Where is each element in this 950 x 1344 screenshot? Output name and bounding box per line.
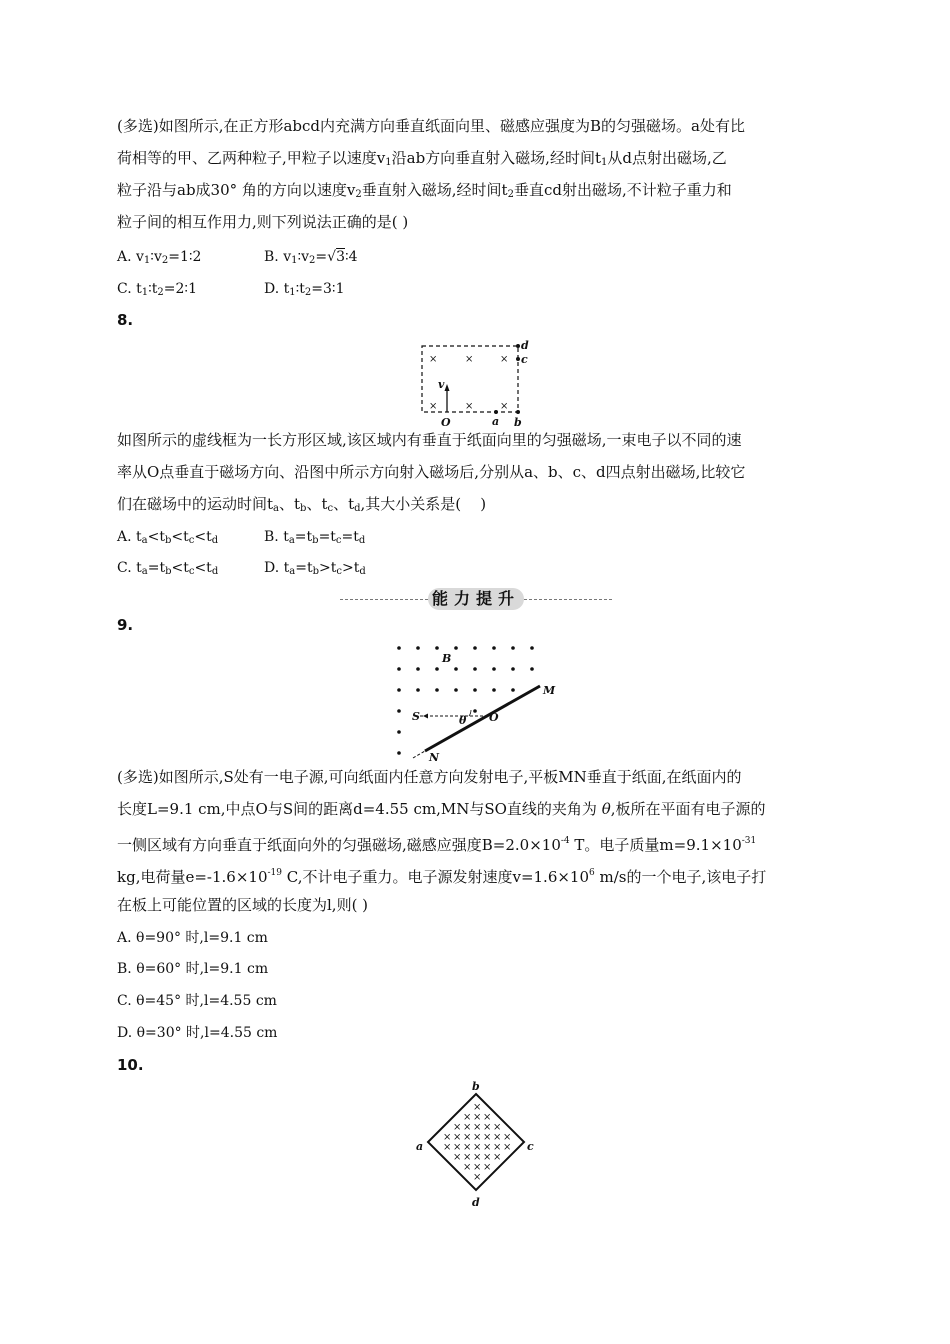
field-cross: × bbox=[443, 1132, 452, 1143]
field-cross: × bbox=[463, 1142, 472, 1153]
q8-label-c: c bbox=[521, 353, 528, 366]
field-cross: × bbox=[473, 1122, 482, 1133]
field-dot bbox=[454, 646, 458, 650]
q8-line-3: 们在磁场中的运动时间$t_a$、$t_b$、$t_c$、$t_d$,其大小关系是( ) bbox=[117, 495, 487, 514]
field-cross: × bbox=[473, 1152, 482, 1163]
svg-text:×: × bbox=[500, 354, 509, 365]
field-cross: × bbox=[463, 1112, 472, 1123]
q8-point-b bbox=[516, 410, 520, 414]
q9-label-theta: θ bbox=[459, 714, 467, 727]
q10-figure bbox=[412, 1078, 542, 1214]
q7-line-4: 粒子间的相互作用力,则下列说法正确的是( ) bbox=[117, 213, 409, 231]
field-cross: × bbox=[463, 1132, 472, 1143]
field-cross: × bbox=[463, 1152, 472, 1163]
field-cross: × bbox=[493, 1122, 502, 1133]
q8-option-c[interactable]: C. $t_a=t_b<t_c<t_d$ bbox=[117, 560, 219, 577]
q9-label-b: B bbox=[442, 652, 452, 665]
q8-label-o: O bbox=[441, 416, 451, 428]
q9-line-2: 长度L=9.1 cm,中点O与S间的距离d=4.55 cm,MN与SO直线的夹角为 θ,板所在平面有电子源的 bbox=[117, 800, 766, 818]
q9-line-5: 在板上可能位置的区域的长度为l,则( ) bbox=[117, 896, 369, 914]
q10-label-d: d bbox=[472, 1196, 480, 1209]
field-cross: × bbox=[493, 1142, 502, 1153]
field-cross: × bbox=[503, 1132, 512, 1143]
q9-option-a[interactable]: A. θ=90° 时,l=9.1 cm bbox=[117, 930, 268, 946]
q7-option-b[interactable]: B. $v_1∶v_2=√3∶4$ bbox=[264, 249, 358, 266]
q8-point-d bbox=[516, 344, 520, 348]
q9-label-o: O bbox=[489, 711, 499, 724]
field-cross: × bbox=[483, 1152, 492, 1163]
q7-line-1: (多选)如图所示,在正方形abcd内充满方向垂直纸面向里、磁感应强度为B的匀强磁场。a处有比 bbox=[117, 117, 745, 135]
q9-label-s: S bbox=[412, 710, 420, 723]
field-dot bbox=[473, 667, 477, 671]
field-cross: × bbox=[443, 1142, 452, 1153]
q9-plate-mn bbox=[425, 686, 540, 751]
field-dot bbox=[397, 751, 401, 755]
field-cross: × bbox=[493, 1152, 502, 1163]
q9-label-n: N bbox=[429, 751, 440, 764]
banner-label: 能力提升 bbox=[428, 588, 524, 610]
q10-label-b: b bbox=[472, 1080, 480, 1093]
field-cross: × bbox=[453, 1142, 462, 1153]
field-dot bbox=[397, 688, 401, 692]
field-cross: × bbox=[483, 1112, 492, 1123]
q10-label-c: c bbox=[527, 1140, 534, 1153]
field-dot bbox=[492, 688, 496, 692]
q9-option-c[interactable]: C. θ=45° 时,l=4.55 cm bbox=[117, 993, 277, 1009]
q8-point-c bbox=[516, 357, 520, 361]
field-dot bbox=[473, 709, 477, 713]
svg-text:×: × bbox=[465, 354, 474, 365]
q10-label-a: a bbox=[416, 1140, 424, 1153]
field-cross: × bbox=[453, 1122, 462, 1133]
field-dot bbox=[511, 667, 515, 671]
q7-option-c[interactable]: C. $t_1∶t_2=2∶1$ bbox=[117, 281, 197, 298]
svg-text:×: × bbox=[500, 401, 509, 412]
svg-text:×: × bbox=[429, 354, 438, 365]
field-dot bbox=[492, 667, 496, 671]
field-dot bbox=[435, 688, 439, 692]
field-cross: × bbox=[483, 1142, 492, 1153]
field-dot bbox=[511, 688, 515, 692]
q9-line-1: (多选)如图所示,S处有一电子源,可向纸面内任意方向发射电子,平板MN垂直于纸面,在纸面内的 bbox=[117, 768, 742, 786]
q8-number: 8. bbox=[117, 311, 134, 329]
field-dot bbox=[416, 688, 420, 692]
q8-option-b[interactable]: B. $t_a=t_b=t_c=t_d$ bbox=[264, 529, 366, 546]
q9-option-b[interactable]: B. θ=60° 时,l=9.1 cm bbox=[117, 961, 269, 977]
q8-option-a[interactable]: A. $t_a<t_b<t_c<t_d$ bbox=[117, 529, 219, 546]
field-cross: × bbox=[483, 1162, 492, 1173]
field-cross: × bbox=[473, 1172, 482, 1183]
svg-text:×: × bbox=[429, 401, 438, 412]
field-cross: × bbox=[503, 1142, 512, 1153]
field-cross: × bbox=[453, 1132, 462, 1143]
q8-line-2: 率从O点垂直于磁场方向、沿图中所示方向射入磁场后,分别从a、b、c、d四点射出磁场,比较它 bbox=[117, 463, 746, 481]
banner-left-rule bbox=[340, 599, 428, 600]
field-dot bbox=[435, 646, 439, 650]
section-banner bbox=[340, 588, 612, 612]
q8-figure bbox=[410, 338, 540, 428]
q8-label-a: a bbox=[492, 415, 500, 428]
q7-option-a[interactable]: A. $v_1∶v_2=1∶2$ bbox=[117, 249, 202, 266]
field-dot bbox=[473, 688, 477, 692]
field-dot bbox=[530, 667, 534, 671]
q7-line-3: 粒子沿与ab成30° 角的方向以速度$v_2$垂直射入磁场,经时间$t_2$垂直cd射出磁场,不计粒子重力和 bbox=[117, 181, 732, 200]
q9-label-m: M bbox=[543, 684, 556, 697]
q7-option-d[interactable]: D. $t_1∶t_2=3∶1$ bbox=[264, 281, 345, 298]
field-cross: × bbox=[453, 1152, 462, 1163]
q8-label-d: d bbox=[521, 339, 529, 352]
field-cross: × bbox=[463, 1122, 472, 1133]
field-cross: × bbox=[463, 1162, 472, 1173]
field-cross: × bbox=[493, 1132, 502, 1143]
banner-right-rule bbox=[524, 599, 612, 600]
field-dot bbox=[397, 709, 401, 713]
field-dot bbox=[454, 688, 458, 692]
q10-number: 10. bbox=[117, 1056, 144, 1074]
field-cross: × bbox=[483, 1132, 492, 1143]
svg-text:×: × bbox=[465, 401, 474, 412]
field-dot bbox=[397, 730, 401, 734]
q8-line-1: 如图所示的虚线框为一长方形区域,该区域内有垂直于纸面向里的匀强磁场,一束电子以不同的速 bbox=[117, 431, 742, 449]
field-cross: × bbox=[473, 1142, 482, 1153]
q8-label-v: v bbox=[438, 378, 445, 391]
q9-figure bbox=[385, 638, 565, 773]
q7-line-2: 荷相等的甲、乙两种粒子,甲粒子以速度$v_1$沿ab方向垂直射入磁场,经时间$t_1$从d点射出磁场,乙 bbox=[117, 149, 727, 168]
field-dot bbox=[416, 667, 420, 671]
field-dot bbox=[397, 646, 401, 650]
field-dot bbox=[511, 646, 515, 650]
field-cross: × bbox=[483, 1122, 492, 1133]
field-dot bbox=[530, 646, 534, 650]
field-cross: × bbox=[473, 1102, 482, 1113]
field-dot bbox=[416, 646, 420, 650]
field-cross: × bbox=[473, 1162, 482, 1173]
q9-number: 9. bbox=[117, 616, 134, 634]
q8-option-d[interactable]: D. $t_a=t_b>t_c>t_d$ bbox=[264, 560, 366, 577]
q10-field-crosses bbox=[443, 1102, 511, 1183]
field-dot bbox=[492, 646, 496, 650]
q8-label-b: b bbox=[514, 416, 522, 428]
q9-option-d[interactable]: D. θ=30° 时,l=4.55 cm bbox=[117, 1025, 278, 1041]
field-cross: × bbox=[473, 1132, 482, 1143]
field-dot bbox=[473, 646, 477, 650]
field-dot bbox=[435, 667, 439, 671]
field-cross: × bbox=[473, 1112, 482, 1123]
q8-point-a bbox=[494, 410, 498, 414]
field-dot bbox=[454, 667, 458, 671]
q9-line-3: 一侧区域有方向垂直于纸面向外的匀强磁场,磁感应强度$B=2.0\times 10^{-4}$ T。电子质量$m=9.1\times 10^{-31}$ bbox=[117, 836, 757, 854]
field-dot bbox=[397, 667, 401, 671]
q9-line-4: kg,电荷量$e=-1.6\times 10^{-19}$ C,不计电子重力。电子源发射速度$v=1.6\times 10^6$ m/s的一个电子,该电子打 bbox=[117, 868, 767, 886]
